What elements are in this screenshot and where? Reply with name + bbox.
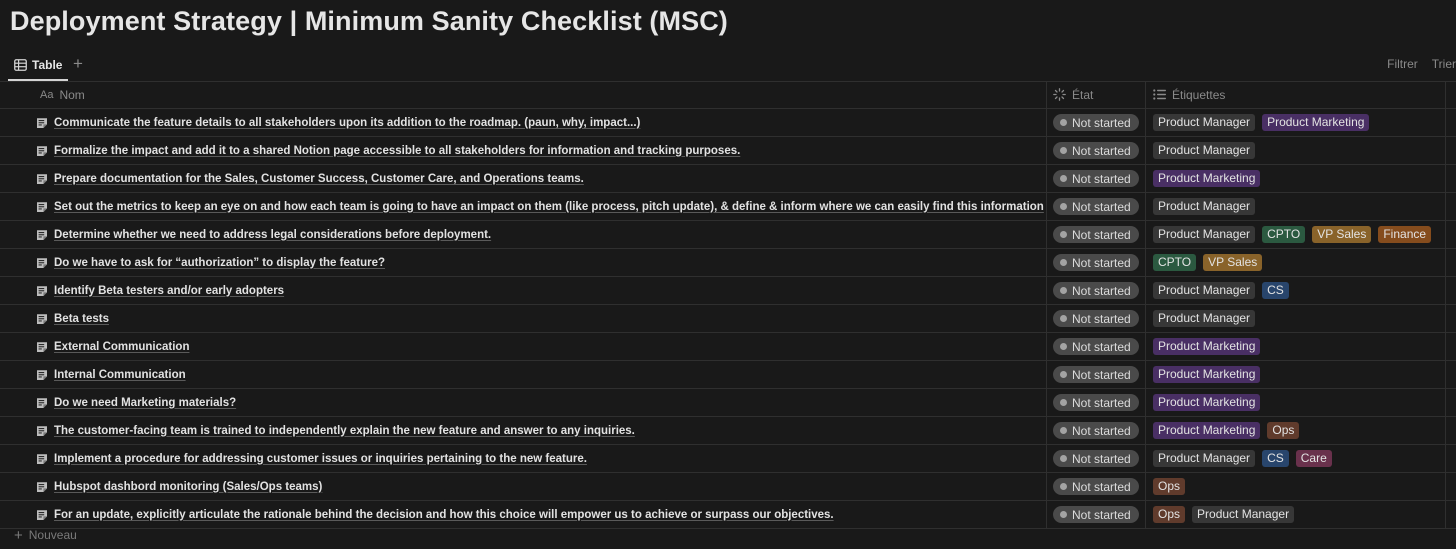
column-divider bbox=[1046, 417, 1047, 444]
row-title[interactable]: External Communication bbox=[54, 340, 190, 353]
tag-product-manager: Product Manager bbox=[1153, 282, 1255, 299]
row-title-cell[interactable] bbox=[36, 501, 834, 528]
status-dot-icon bbox=[1060, 511, 1067, 518]
row-tags-cell[interactable] bbox=[1153, 249, 1262, 276]
row-title[interactable]: Formalize the impact and add it to a shared Notion page accessible to all stakeholders for information and tracking purposes. bbox=[54, 144, 741, 157]
column-header-state[interactable] bbox=[1053, 81, 1093, 108]
status-label: Not started bbox=[1072, 143, 1131, 158]
plus-icon: + bbox=[14, 526, 23, 544]
tag-product-manager: Product Manager bbox=[1153, 142, 1255, 159]
status-dot-icon bbox=[1060, 287, 1067, 294]
column-divider bbox=[1445, 165, 1446, 192]
column-divider bbox=[1445, 221, 1446, 248]
column-divider bbox=[1046, 473, 1047, 500]
row-state-cell[interactable] bbox=[1053, 277, 1139, 304]
column-divider bbox=[1145, 165, 1146, 192]
column-divider bbox=[1145, 445, 1146, 472]
row-title-cell[interactable] bbox=[36, 193, 1044, 220]
row-title-cell[interactable] bbox=[36, 109, 640, 136]
status-label: Not started bbox=[1072, 199, 1131, 214]
column-divider bbox=[1445, 277, 1446, 304]
table-row[interactable] bbox=[0, 193, 1456, 221]
column-divider bbox=[1046, 277, 1047, 304]
status-dot-icon bbox=[1060, 455, 1067, 462]
page-icon bbox=[36, 117, 48, 129]
page-icon bbox=[36, 425, 48, 437]
column-divider[interactable] bbox=[1445, 81, 1446, 108]
table-row[interactable] bbox=[0, 501, 1456, 529]
row-title[interactable]: Communicate the feature details to all stakeholders upon its addition to the roadmap. (paun, why, impact...) bbox=[54, 116, 641, 129]
status-label: Not started bbox=[1072, 451, 1131, 466]
tag-cpto: CPTO bbox=[1262, 226, 1305, 243]
row-title[interactable]: Prepare documentation for the Sales, Customer Success, Customer Care, and Operations teams. bbox=[54, 172, 584, 185]
column-divider[interactable] bbox=[1145, 81, 1146, 108]
column-header-tags[interactable] bbox=[1153, 81, 1225, 108]
column-divider bbox=[1445, 305, 1446, 332]
status-badge[interactable] bbox=[1053, 450, 1139, 467]
status-dot-icon bbox=[1060, 371, 1067, 378]
row-title[interactable]: Identify Beta testers and/or early adopters bbox=[54, 284, 285, 297]
page-icon bbox=[36, 481, 48, 493]
column-header-name-label: Nom bbox=[59, 87, 85, 102]
column-header-name[interactable] bbox=[40, 81, 85, 108]
row-state-cell[interactable] bbox=[1053, 361, 1139, 388]
column-divider bbox=[1046, 249, 1047, 276]
column-divider bbox=[1145, 417, 1146, 444]
column-header-tags-label: Étiquettes bbox=[1172, 87, 1226, 102]
table-row[interactable] bbox=[0, 417, 1456, 445]
row-title[interactable]: Do we need Marketing materials? bbox=[54, 396, 237, 409]
row-tags-cell[interactable] bbox=[1153, 221, 1431, 248]
column-divider bbox=[1046, 109, 1047, 136]
row-tags-cell[interactable] bbox=[1153, 109, 1369, 136]
status-dot-icon bbox=[1060, 427, 1067, 434]
table-row[interactable] bbox=[0, 389, 1456, 417]
status-label: Not started bbox=[1072, 423, 1131, 438]
status-badge[interactable] bbox=[1053, 254, 1139, 271]
column-divider bbox=[1046, 137, 1047, 164]
page-icon bbox=[36, 173, 48, 185]
page-icon bbox=[36, 201, 48, 213]
column-divider bbox=[1445, 445, 1446, 472]
status-badge[interactable] bbox=[1053, 198, 1139, 215]
tag-cs: CS bbox=[1262, 450, 1289, 467]
tag-cpto: CPTO bbox=[1153, 254, 1196, 271]
page-icon bbox=[36, 229, 48, 241]
view-bar bbox=[0, 50, 1456, 82]
column-divider bbox=[1046, 333, 1047, 360]
status-property-icon bbox=[1053, 88, 1066, 101]
status-dot-icon bbox=[1060, 259, 1067, 266]
tag-product-marketing: Product Marketing bbox=[1262, 114, 1369, 131]
tag-product-manager: Product Manager bbox=[1192, 506, 1294, 523]
row-tags-cell[interactable] bbox=[1153, 305, 1255, 332]
row-tags-cell[interactable] bbox=[1153, 445, 1332, 472]
row-title[interactable]: Determine whether we need to address legal considerations before deployment. bbox=[54, 228, 492, 241]
status-dot-icon bbox=[1060, 399, 1067, 406]
column-divider bbox=[1046, 389, 1047, 416]
table-row[interactable] bbox=[0, 305, 1456, 333]
table-row[interactable] bbox=[0, 249, 1456, 277]
column-divider bbox=[1445, 193, 1446, 220]
database-table bbox=[0, 81, 1456, 529]
status-label: Not started bbox=[1072, 311, 1131, 326]
row-title-cell[interactable] bbox=[36, 249, 385, 276]
column-header-state-label: État bbox=[1072, 87, 1094, 102]
status-label: Not started bbox=[1072, 395, 1131, 410]
row-tags-cell[interactable] bbox=[1153, 417, 1299, 444]
status-label: Not started bbox=[1072, 283, 1131, 298]
tag-product-marketing: Product Marketing bbox=[1153, 394, 1260, 411]
tag-ops: Ops bbox=[1267, 422, 1299, 439]
tag-product-manager: Product Manager bbox=[1153, 450, 1255, 467]
row-title-cell[interactable] bbox=[36, 305, 109, 332]
status-label: Not started bbox=[1072, 367, 1131, 382]
tag-product-manager: Product Manager bbox=[1153, 198, 1255, 215]
table-icon bbox=[14, 59, 27, 71]
row-state-cell[interactable] bbox=[1053, 333, 1139, 360]
row-state-cell[interactable] bbox=[1053, 473, 1139, 500]
column-divider bbox=[1145, 361, 1146, 388]
toolbar-right bbox=[1387, 57, 1456, 71]
row-title-cell[interactable] bbox=[36, 221, 491, 248]
column-divider bbox=[1145, 137, 1146, 164]
status-label: Not started bbox=[1072, 479, 1131, 494]
status-badge[interactable] bbox=[1053, 478, 1139, 495]
column-divider bbox=[1445, 417, 1446, 444]
tab-table[interactable] bbox=[8, 50, 68, 81]
page-icon bbox=[36, 369, 48, 381]
new-row-button[interactable] bbox=[14, 523, 77, 547]
tag-ops: Ops bbox=[1153, 478, 1185, 495]
page-title: Deployment Strategy | Minimum Sanity Checklist (MSC) bbox=[10, 6, 728, 36]
table-row[interactable] bbox=[0, 137, 1456, 165]
status-badge[interactable] bbox=[1053, 226, 1139, 243]
row-title[interactable]: Beta tests bbox=[54, 312, 109, 325]
row-tags-cell[interactable] bbox=[1153, 473, 1185, 500]
column-divider bbox=[1445, 501, 1446, 528]
row-state-cell[interactable] bbox=[1053, 221, 1139, 248]
row-title-cell[interactable] bbox=[36, 165, 584, 192]
tag-product-marketing: Product Marketing bbox=[1153, 338, 1260, 355]
column-divider bbox=[1046, 165, 1047, 192]
tag-vp-sales: VP Sales bbox=[1312, 226, 1371, 243]
tab-table-label: Table bbox=[32, 57, 63, 72]
row-title[interactable]: The customer-facing team is trained to independently explain the new feature and answer to any inquiries. bbox=[54, 424, 635, 437]
status-badge[interactable] bbox=[1053, 282, 1139, 299]
column-divider bbox=[1046, 193, 1047, 220]
row-title[interactable]: Hubspot dashbord monitoring (Sales/Ops teams) bbox=[54, 480, 323, 493]
table-row[interactable] bbox=[0, 165, 1456, 193]
column-divider bbox=[1445, 137, 1446, 164]
tag-cs: CS bbox=[1262, 282, 1289, 299]
column-divider bbox=[1046, 501, 1047, 528]
tag-product-manager: Product Manager bbox=[1153, 310, 1255, 327]
page-icon bbox=[36, 313, 48, 325]
column-divider bbox=[1445, 333, 1446, 360]
page-icon bbox=[36, 257, 48, 269]
column-divider bbox=[1445, 109, 1446, 136]
status-badge[interactable] bbox=[1053, 310, 1139, 327]
status-label: Not started bbox=[1072, 339, 1131, 354]
column-divider bbox=[1046, 445, 1047, 472]
status-dot-icon bbox=[1060, 147, 1067, 154]
status-badge[interactable] bbox=[1053, 422, 1139, 439]
status-dot-icon bbox=[1060, 231, 1067, 238]
table-body bbox=[0, 109, 1456, 529]
page-icon bbox=[36, 453, 48, 465]
table-header bbox=[0, 81, 1456, 109]
sort-button[interactable]: Trier bbox=[1431, 57, 1456, 71]
row-title-cell[interactable] bbox=[36, 473, 322, 500]
row-state-cell[interactable] bbox=[1053, 389, 1139, 416]
row-title[interactable]: Implement a procedure for addressing customer issues or inquiries pertaining to the new feature. bbox=[54, 452, 587, 465]
row-title-cell[interactable] bbox=[36, 333, 189, 360]
table-row[interactable] bbox=[0, 473, 1456, 501]
column-divider bbox=[1445, 361, 1446, 388]
row-title-cell[interactable] bbox=[36, 389, 236, 416]
row-tags-cell[interactable] bbox=[1153, 361, 1260, 388]
row-state-cell[interactable] bbox=[1053, 137, 1139, 164]
row-tags-cell[interactable] bbox=[1153, 389, 1260, 416]
page-icon bbox=[36, 509, 48, 521]
column-divider bbox=[1145, 277, 1146, 304]
row-state-cell[interactable] bbox=[1053, 417, 1139, 444]
row-title[interactable]: Set out the metrics to keep an eye on and how each team is going to have an impact on them (like process, pitch update), & define & inform where we can easily find this information bbox=[54, 200, 1044, 213]
column-divider bbox=[1445, 473, 1446, 500]
status-dot-icon bbox=[1060, 119, 1067, 126]
tag-product-marketing: Product Marketing bbox=[1153, 422, 1260, 439]
status-label: Not started bbox=[1072, 115, 1131, 130]
tag-care: Care bbox=[1296, 450, 1332, 467]
column-divider bbox=[1145, 501, 1146, 528]
row-state-cell[interactable] bbox=[1053, 193, 1139, 220]
new-row-label: Nouveau bbox=[28, 528, 77, 542]
row-state-cell[interactable] bbox=[1053, 165, 1139, 192]
column-divider bbox=[1145, 389, 1146, 416]
status-badge[interactable] bbox=[1053, 114, 1139, 131]
status-badge[interactable] bbox=[1053, 338, 1139, 355]
page-icon bbox=[36, 145, 48, 157]
status-dot-icon bbox=[1060, 483, 1067, 490]
table-row[interactable] bbox=[0, 361, 1456, 389]
table-row[interactable] bbox=[0, 333, 1456, 361]
tag-product-manager: Product Manager bbox=[1153, 114, 1255, 131]
column-divider bbox=[1445, 389, 1446, 416]
row-title-cell[interactable] bbox=[36, 417, 635, 444]
row-title[interactable]: For an update, explicitly articulate the rationale behind the decision and how this choice will empower us to achieve or surpass our objectives. bbox=[54, 508, 834, 521]
status-label: Not started bbox=[1072, 507, 1131, 522]
row-tags-cell[interactable] bbox=[1153, 501, 1294, 528]
tag-vp-sales: VP Sales bbox=[1203, 254, 1262, 271]
status-badge[interactable] bbox=[1053, 394, 1139, 411]
text-property-icon: Aa bbox=[40, 88, 54, 101]
status-dot-icon bbox=[1060, 315, 1067, 322]
row-title-cell[interactable] bbox=[36, 361, 186, 388]
row-tags-cell[interactable] bbox=[1153, 193, 1255, 220]
column-divider bbox=[1145, 221, 1146, 248]
column-divider bbox=[1046, 305, 1047, 332]
list-property-icon bbox=[1153, 89, 1166, 100]
tag-finance: Finance bbox=[1378, 226, 1431, 243]
tag-product-marketing: Product Marketing bbox=[1153, 366, 1260, 383]
status-badge[interactable] bbox=[1053, 170, 1139, 187]
row-state-cell[interactable] bbox=[1053, 501, 1139, 528]
row-state-cell[interactable] bbox=[1053, 109, 1139, 136]
status-label: Not started bbox=[1072, 255, 1131, 270]
row-title[interactable]: Internal Communication bbox=[54, 368, 186, 381]
status-dot-icon bbox=[1060, 175, 1067, 182]
add-view-button[interactable]: + bbox=[73, 54, 83, 73]
status-dot-icon bbox=[1060, 343, 1067, 350]
column-divider[interactable] bbox=[1046, 81, 1047, 108]
status-badge[interactable] bbox=[1053, 366, 1139, 383]
filter-button[interactable]: Filtrer bbox=[1387, 57, 1418, 71]
row-title-cell[interactable] bbox=[36, 277, 284, 304]
column-divider bbox=[1145, 193, 1146, 220]
row-tags-cell[interactable] bbox=[1153, 277, 1289, 304]
row-state-cell[interactable] bbox=[1053, 445, 1139, 472]
status-badge[interactable] bbox=[1053, 506, 1139, 523]
row-state-cell[interactable] bbox=[1053, 305, 1139, 332]
page-icon bbox=[36, 285, 48, 297]
row-title[interactable]: Do we have to ask for “authorization” to display the feature? bbox=[54, 256, 385, 269]
row-state-cell[interactable] bbox=[1053, 249, 1139, 276]
column-divider bbox=[1445, 249, 1446, 276]
column-divider bbox=[1145, 333, 1146, 360]
page-icon bbox=[36, 397, 48, 409]
column-divider bbox=[1145, 473, 1146, 500]
status-badge[interactable] bbox=[1053, 142, 1139, 159]
row-title-cell[interactable] bbox=[36, 137, 740, 164]
column-divider bbox=[1145, 305, 1146, 332]
status-dot-icon bbox=[1060, 203, 1067, 210]
column-divider bbox=[1145, 109, 1146, 136]
table-row[interactable] bbox=[0, 277, 1456, 305]
table-row[interactable] bbox=[0, 221, 1456, 249]
column-divider bbox=[1046, 221, 1047, 248]
status-label: Not started bbox=[1072, 227, 1131, 242]
column-divider bbox=[1145, 249, 1146, 276]
row-tags-cell[interactable] bbox=[1153, 165, 1260, 192]
row-title-cell[interactable] bbox=[36, 445, 587, 472]
table-row[interactable] bbox=[0, 445, 1456, 473]
row-tags-cell[interactable] bbox=[1153, 333, 1260, 360]
row-tags-cell[interactable] bbox=[1153, 137, 1255, 164]
column-divider bbox=[1046, 361, 1047, 388]
tag-product-manager: Product Manager bbox=[1153, 226, 1255, 243]
tag-product-marketing: Product Marketing bbox=[1153, 170, 1260, 187]
tag-ops: Ops bbox=[1153, 506, 1185, 523]
page-icon bbox=[36, 341, 48, 353]
status-label: Not started bbox=[1072, 171, 1131, 186]
table-row[interactable] bbox=[0, 109, 1456, 137]
